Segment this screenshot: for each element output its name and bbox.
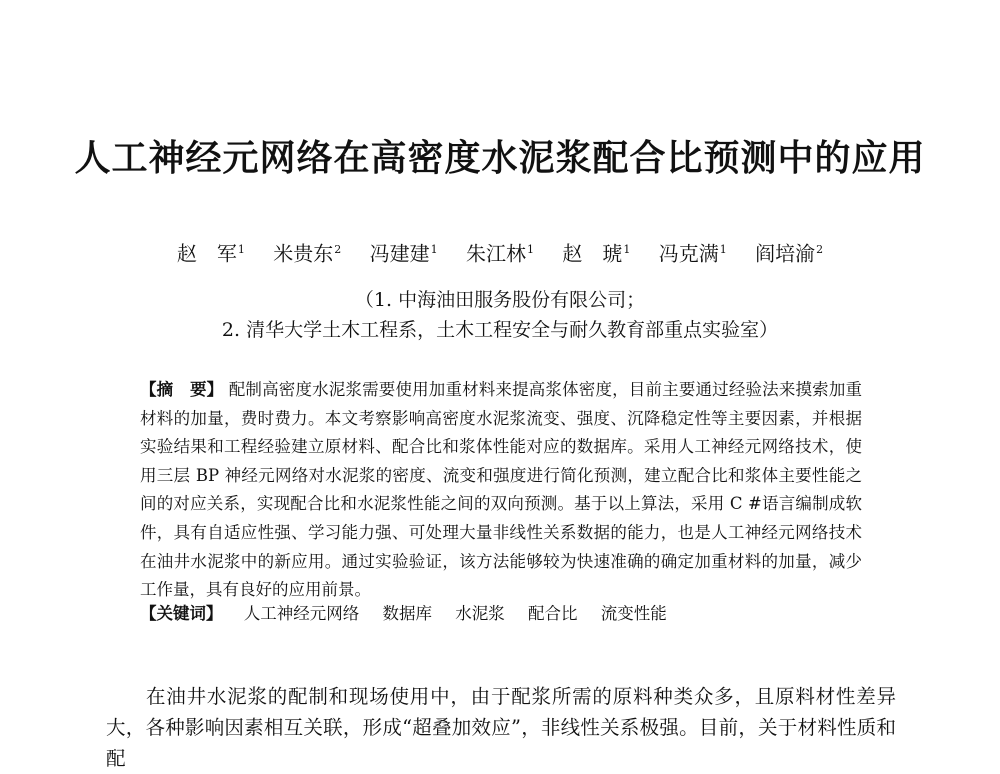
affiliation-line: （1. 中海油田服务股份有限公司；: [354, 289, 646, 311]
author-affiliation-mark: 1: [430, 243, 438, 256]
author-affiliation-mark: 1: [719, 243, 727, 256]
author: [177, 236, 245, 268]
keyword: 数据库: [382, 604, 432, 623]
abstract-label: 【摘 要】: [140, 380, 224, 399]
author: [562, 236, 630, 268]
keyword: 人工神经元网络: [243, 604, 360, 623]
author-affiliation-mark: 1: [527, 243, 534, 256]
keywords-label: 【关键词】: [140, 604, 223, 623]
keyword: 流变性能: [600, 604, 667, 623]
author: [273, 236, 341, 268]
abstract: [140, 376, 862, 605]
author: [755, 236, 823, 268]
author-name: 冯建建: [369, 241, 430, 266]
author-affiliation-mark: 1: [237, 243, 245, 256]
author-name: 米贵东: [273, 241, 334, 266]
affiliation-line: 2. 清华大学土木工程系，土木工程安全与耐久教育部重点实验室）: [221, 319, 779, 341]
author-affiliation-mark: 2: [816, 243, 824, 256]
keyword: 配合比: [528, 604, 578, 623]
paper-title: 人工神经元网络在高密度水泥浆配合比预测中的应用: [74, 137, 926, 179]
body-paragraph: 在油井水泥浆的配制和现场使用中，由于配浆所需的原料种类众多，且原料材性差异大，各种影响因素相互关联，形成“超叠加效应”，非线性关系极强。目前，关于材料性质和配: [106, 684, 896, 770]
author-name: 朱江林: [466, 241, 526, 266]
author-affiliation-mark: 1: [623, 243, 631, 256]
author: [370, 236, 438, 268]
author: [466, 236, 534, 268]
author-list: [0, 236, 1000, 268]
author-affiliation-mark: 2: [334, 243, 342, 256]
author-name: 阎培渝: [755, 241, 816, 266]
author-name: 赵 琥: [562, 241, 623, 266]
author-name: 冯克满: [658, 241, 719, 266]
author-name: 赵 军: [176, 241, 237, 266]
author: [659, 236, 727, 268]
abstract-text: 配制高密度水泥浆需要使用加重材料来提高浆体密度，目前主要通过经验法来摸索加重材料的加量，费时费力。本文考察影响高密度水泥浆流变、强度、沉降稳定性等主要因素，并根据实验结果和工程经验建立原材料、配合比和浆体性能对应的数据库。采用人工神经元网络技术，使用三层 BP 神经元网络对水泥浆的密度、流变和强度进行简化预测，建立配合比和浆体主要性能之间的对应关系，实现配合比和水泥浆性能之间的双向预测。基于以上算法，采用 C #语言编制成软件，具有自适应性强、学习能力强、可处理大量非线性关系数据的能力，也是人工神经元网络技术在油井水泥浆中的新应用。通过实验验证，该方法能够较为快速准确的确定加重材料的加量，减少工作量，具有良好的应用前景。: [140, 380, 863, 600]
keywords: [140, 601, 862, 627]
keyword: 水泥浆: [455, 604, 505, 623]
